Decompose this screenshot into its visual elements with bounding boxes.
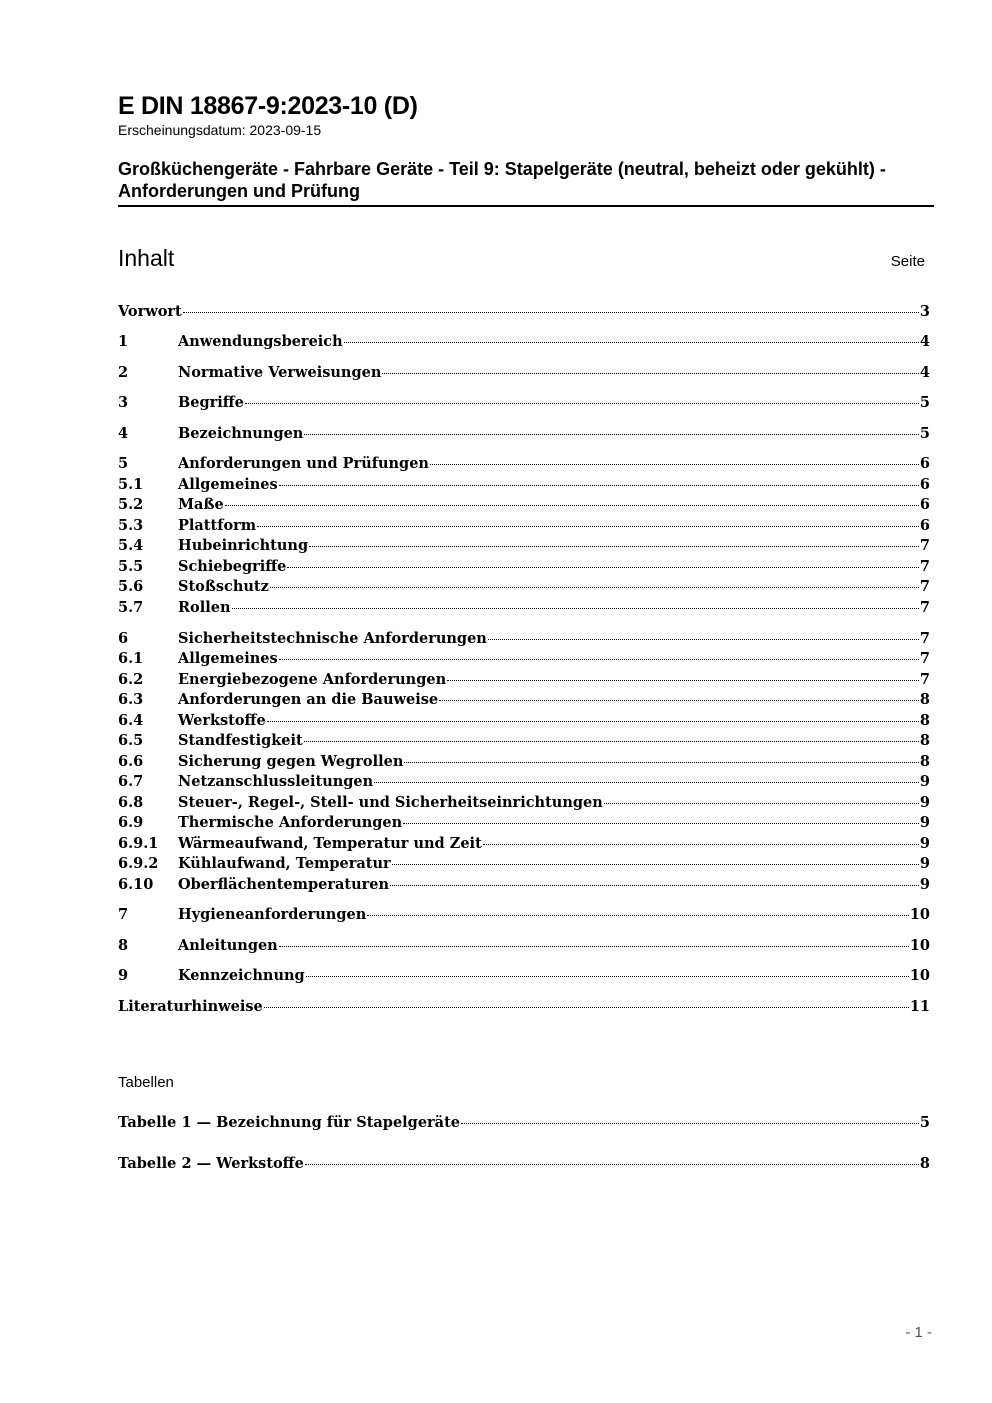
toc-entry-page: 8 [919, 753, 930, 770]
toc-entry-label: Kennzeichnung [178, 967, 305, 984]
toc-entry-page: 7 [919, 599, 930, 616]
leader-dots [439, 700, 919, 701]
toc-entry-page: 5 [919, 394, 930, 411]
toc-entry-page: 6 [919, 517, 930, 534]
toc-entry-label: Kühlaufwand, Temperatur [178, 855, 391, 872]
toc-entry-7[interactable] [118, 906, 930, 926]
table-entry-1[interactable] [118, 1114, 930, 1134]
toc-entry-number: 5.2 [118, 496, 144, 513]
toc-entry-label: Werkstoffe [178, 712, 266, 729]
document-id: E DIN 18867-9:2023-10 (D) [118, 92, 418, 120]
leader-dots [461, 1123, 919, 1124]
toc-entry-6-3[interactable] [118, 691, 930, 711]
toc-entry-page: 9 [919, 835, 930, 852]
toc-entry-label: Plattform [178, 517, 257, 534]
toc-entry-page: 9 [919, 794, 930, 811]
toc-entry-label: Hygieneanforderungen [178, 906, 367, 923]
toc-entry-5[interactable] [118, 455, 930, 475]
toc-entry-number: 3 [118, 394, 129, 411]
toc-entry-number: 5.7 [118, 599, 144, 616]
leader-dots [447, 680, 919, 681]
table-entry-label: Tabelle 1 — Bezeichnung für Stapelgeräte [118, 1114, 460, 1131]
toc-entry-label: Literaturhinweise [118, 998, 263, 1015]
leader-dots [267, 721, 919, 722]
leader-dots [392, 864, 919, 865]
toc-entry-6[interactable] [118, 630, 930, 650]
leader-dots [279, 485, 919, 486]
toc-entry-number: 8 [118, 937, 129, 954]
toc-entry-page: 3 [919, 303, 930, 320]
toc-entry-label: Oberflächentemperaturen [178, 876, 390, 893]
toc-entry-number: 6.2 [118, 671, 144, 688]
leader-dots [279, 946, 909, 947]
toc-entry-number: 5.3 [118, 517, 144, 534]
toc-entry-label: Rollen [178, 599, 231, 616]
toc-entry-6-9-1[interactable] [118, 835, 930, 855]
toc-entry-8[interactable] [118, 937, 930, 957]
leader-dots [430, 464, 919, 465]
toc-entry-page: 10 [909, 937, 930, 954]
leader-dots [245, 403, 919, 404]
toc-entry-page: 8 [919, 712, 930, 729]
toc-entry-4[interactable] [118, 425, 930, 445]
toc-entry-number: 2 [118, 364, 129, 381]
toc-entry-page: 7 [919, 537, 930, 554]
toc-entry-label: Bezeichnungen [178, 425, 304, 442]
leader-dots [264, 1007, 909, 1008]
title-rule [118, 205, 934, 207]
toc-entry-5-5[interactable] [118, 558, 930, 578]
toc-entry-6-6[interactable] [118, 753, 930, 773]
toc-entry-page: 11 [909, 998, 930, 1015]
leader-dots [304, 741, 919, 742]
toc-entry-number: 5.1 [118, 476, 144, 493]
toc-entry-5-3[interactable] [118, 517, 930, 537]
leader-dots [306, 976, 909, 977]
leader-dots [390, 885, 919, 886]
leader-dots [382, 373, 919, 374]
toc-entry-page: 6 [919, 476, 930, 493]
toc-entry-label: Begriffe [178, 394, 244, 411]
toc-entry-label: Sicherheitstechnische Anforderungen [178, 630, 487, 647]
leader-dots [225, 505, 919, 506]
toc-entry-5-4[interactable] [118, 537, 930, 557]
leader-dots [604, 803, 919, 804]
toc-entry-number: 6.4 [118, 712, 144, 729]
toc-entry-label: Allgemeines [178, 650, 278, 667]
toc-entry-6-9[interactable] [118, 814, 930, 834]
leader-dots [404, 762, 919, 763]
toc-entry-1[interactable] [118, 333, 930, 353]
toc-entry-number: 6.9.2 [118, 855, 159, 872]
publication-date: Erscheinungsdatum: 2023-09-15 [118, 122, 322, 138]
toc-entry-number: 5 [118, 455, 129, 472]
leader-dots [183, 312, 919, 313]
toc-entry-page: 7 [919, 578, 930, 595]
toc-entry-page: 9 [919, 773, 930, 790]
toc-entry-label: Sicherung gegen Wegrollen [178, 753, 404, 770]
toc-entry-3[interactable] [118, 394, 930, 414]
toc-entry-page: 9 [919, 814, 930, 831]
toc-entry-page: 7 [919, 671, 930, 688]
toc-entry-number: 5.5 [118, 558, 144, 575]
toc-entry-6-10[interactable] [118, 876, 930, 896]
toc-entry-label: Normative Verweisungen [178, 364, 382, 381]
toc-entry-label: Schiebegriffe [178, 558, 287, 575]
leader-dots [232, 608, 919, 609]
toc-heading: Inhalt [118, 245, 175, 271]
toc-entry-label: Energiebezogene Anforderungen [178, 671, 447, 688]
leader-dots [483, 844, 919, 845]
toc-entry-number: 4 [118, 425, 129, 442]
toc-entry-6-8[interactable] [118, 794, 930, 814]
toc-entry-number: 9 [118, 967, 129, 984]
toc-entry-page: 5 [919, 425, 930, 442]
toc-entry-label: Stoßschutz [178, 578, 269, 595]
toc-entry-label: Anforderungen und Prüfungen [178, 455, 429, 472]
toc-entry-page: 10 [909, 967, 930, 984]
tables-heading: Tabellen [118, 1074, 174, 1091]
toc-entry-6-4[interactable] [118, 712, 930, 732]
toc-entry-vorwort[interactable] [118, 303, 930, 323]
toc-entry-number: 6.9.1 [118, 835, 159, 852]
toc-entry-page: 7 [919, 650, 930, 667]
leader-dots [309, 546, 919, 547]
toc-entry-6-2[interactable] [118, 671, 930, 691]
leader-dots [279, 659, 919, 660]
toc-entry-label: Standfestigkeit [178, 732, 303, 749]
toc-entry-number: 6.6 [118, 753, 144, 770]
toc-entry-2[interactable] [118, 364, 930, 384]
toc-entry-number: 6.10 [118, 876, 154, 893]
toc-entry-label: Steuer-, Regel-, Stell- und Sicherheitseinrichtungen [178, 794, 603, 811]
leader-dots [374, 782, 919, 783]
document-title: Großküchengeräte - Fahrbare Geräte - Teil 9: Stapelgeräte (neutral, beheizt oder gekühlt) - Anforderungen und Prüfung [118, 159, 886, 201]
leader-dots [287, 567, 919, 568]
toc-entry-6-5[interactable] [118, 732, 930, 752]
toc-entry-number: 6 [118, 630, 129, 647]
page-column-label: Seite [890, 253, 925, 270]
toc-entry-9[interactable] [118, 967, 930, 987]
toc-entry-6-9-2[interactable] [118, 855, 930, 875]
toc-entry-5-1[interactable] [118, 476, 930, 496]
toc-entry-page: 7 [919, 558, 930, 575]
toc-entry-page: 6 [919, 455, 930, 472]
toc-entry-5-7[interactable] [118, 599, 930, 619]
leader-dots [304, 434, 919, 435]
toc-entry-label: Anforderungen an die Bauweise [178, 691, 439, 708]
toc-entry-5-2[interactable] [118, 496, 930, 516]
toc-entry-6-1[interactable] [118, 650, 930, 670]
leader-dots [488, 639, 919, 640]
toc-entry-page: 8 [919, 691, 930, 708]
toc-entry-number: 6.5 [118, 732, 144, 749]
toc-entry-page: 6 [919, 496, 930, 513]
toc-entry-number: 6.7 [118, 773, 144, 790]
toc-entry-page: 9 [919, 855, 930, 872]
toc-entry-number: 1 [118, 333, 129, 350]
toc-entry-number: 6.8 [118, 794, 144, 811]
toc-entry-label: Netzanschlussleitungen [178, 773, 374, 790]
leader-dots [367, 915, 909, 916]
toc-entry-label: Thermische Anforderungen [178, 814, 403, 831]
table-entry-page: 8 [919, 1155, 930, 1172]
toc-entry-label: Anleitungen [178, 937, 278, 954]
page-number: - 1 - [905, 1324, 932, 1341]
toc-entry-number: 5.4 [118, 537, 144, 554]
table-entry-2[interactable] [118, 1155, 930, 1175]
toc-entry-number: 5.6 [118, 578, 144, 595]
toc-entry-6-7[interactable] [118, 773, 930, 793]
leader-dots [403, 823, 919, 824]
toc-entry-page: 10 [909, 906, 930, 923]
leader-dots [344, 342, 919, 343]
leader-dots [257, 526, 919, 527]
table-entry-page: 5 [919, 1114, 930, 1131]
toc-entry-5-6[interactable] [118, 578, 930, 598]
toc-entry-label: Maße [178, 496, 224, 513]
leader-dots [270, 587, 919, 588]
table-entry-label: Tabelle 2 — Werkstoffe [118, 1155, 304, 1172]
toc-entry-number: 6.9 [118, 814, 144, 831]
toc-entry-label: Hubeinrichtung [178, 537, 309, 554]
leader-dots [305, 1164, 919, 1165]
toc-entry-label: Wärmeaufwand, Temperatur und Zeit [178, 835, 482, 852]
toc-entry-page: 7 [919, 630, 930, 647]
toc-entry-label: Vorwort [118, 303, 182, 320]
toc-entry-number: 6.1 [118, 650, 144, 667]
toc-entry-page: 8 [919, 732, 930, 749]
toc-entry-number: 7 [118, 906, 129, 923]
toc-entry-page: 9 [919, 876, 930, 893]
toc-entry-page: 4 [919, 333, 930, 350]
toc-entry-label: Allgemeines [178, 476, 278, 493]
toc-entry-label: Anwendungsbereich [178, 333, 343, 350]
toc-entry-page: 4 [919, 364, 930, 381]
toc-entry-literaturhinweise[interactable] [118, 998, 930, 1018]
toc-entry-number: 6.3 [118, 691, 144, 708]
